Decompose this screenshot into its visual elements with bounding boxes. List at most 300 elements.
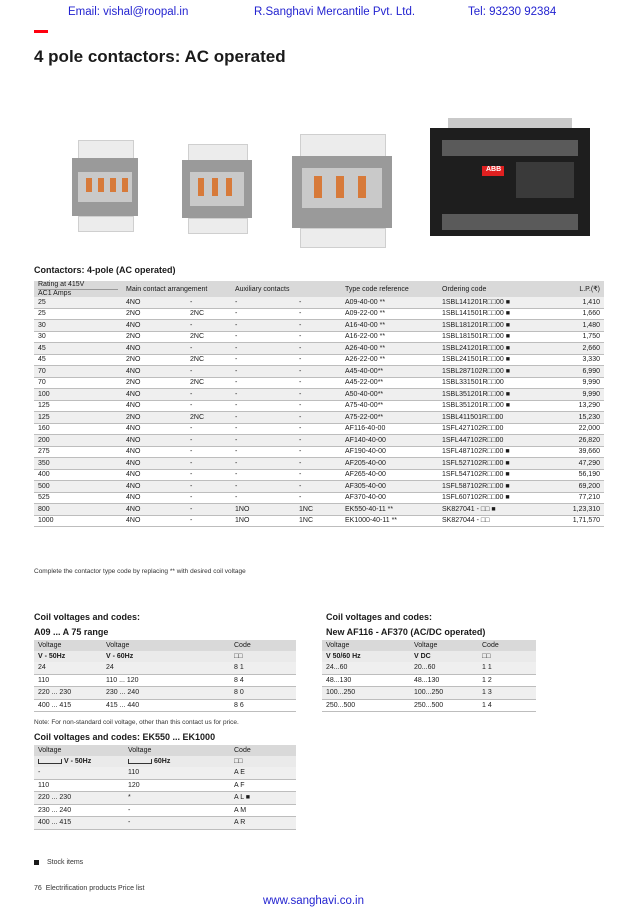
table-cell: 1,660: [546, 308, 604, 320]
table-cell: -: [231, 331, 295, 343]
col-freq-ac: V 50/60 Hz: [322, 651, 410, 662]
table-cell: -: [186, 515, 231, 527]
table-cell: 100...250: [322, 687, 410, 700]
table-cell: 160: [34, 423, 122, 435]
col-freq-60-label: 60Hz: [154, 758, 171, 765]
table-cell: EK1000-40-11 **: [341, 515, 438, 527]
table-cell: 2NC: [186, 377, 231, 389]
table-row: [34, 504, 604, 516]
table-cell: -: [186, 492, 231, 504]
table-row: [34, 674, 296, 687]
table-cell: 2NO: [122, 412, 186, 424]
table-cell: -: [231, 297, 295, 308]
table-cell: 2NC: [186, 308, 231, 320]
table-cell: -: [186, 481, 231, 493]
table-subheader-row: [322, 651, 536, 662]
table-cell: 125: [34, 412, 122, 424]
table-cell: -: [186, 320, 231, 332]
table-cell: A09-40-00 **: [341, 297, 438, 308]
footer-section: Electrification products Price list: [45, 885, 145, 892]
table-cell: -: [295, 400, 341, 412]
contactors-table-body: [34, 297, 604, 527]
table-cell: -: [295, 377, 341, 389]
table-cell: -: [186, 446, 231, 458]
table-cell: -: [186, 423, 231, 435]
table-cell: 230 ... 240: [102, 687, 230, 700]
table-cell: 1SBL241201R□□00 ■: [438, 343, 546, 355]
table-row: [34, 354, 604, 366]
table-cell: -: [186, 469, 231, 481]
table-cell: 24...60: [322, 662, 410, 674]
table-cell: 2NC: [186, 354, 231, 366]
col-main-contact: Main contact arrangement: [122, 281, 231, 297]
abb-logo: ABB: [486, 166, 502, 173]
table-cell: 2NO: [122, 377, 186, 389]
table-cell: 9,990: [546, 389, 604, 401]
table-cell: -: [295, 458, 341, 470]
col-voltage: Voltage: [410, 640, 478, 651]
table-cell: -: [231, 400, 295, 412]
table-cell: 22,000: [546, 423, 604, 435]
table-cell: -: [295, 492, 341, 504]
table-cell: SK827044 - □□: [438, 515, 546, 527]
table-cell: 1 2: [478, 674, 536, 687]
table-cell: A R: [230, 817, 296, 830]
table-cell: 1SBL287102R□□00 ■: [438, 366, 546, 378]
table-cell: AF190-40-00: [341, 446, 438, 458]
table-cell: 1SFL587102R□□00 ■: [438, 481, 546, 493]
table-cell: 220 ... 230: [34, 687, 102, 700]
col-voltage: Voltage: [102, 640, 230, 651]
table-cell: 4NO: [122, 469, 186, 481]
table-cell: -: [295, 446, 341, 458]
col-freq-dc: V DC: [410, 651, 478, 662]
table-cell: 56,190: [546, 469, 604, 481]
table-cell: 1SBL331501R□□00: [438, 377, 546, 389]
table-cell: -: [231, 366, 295, 378]
table-cell: 415 ... 440: [102, 699, 230, 712]
page-title: 4 pole contactors: AC operated: [34, 47, 286, 66]
table-cell: -: [231, 446, 295, 458]
table-cell: 1SFL487102R□□00 ■: [438, 446, 546, 458]
table-cell: 1SBL411501R□□00: [438, 412, 546, 424]
table-cell: 1SBL141201R□□00 ■: [438, 297, 546, 308]
table-cell: A09-22-00 **: [341, 308, 438, 320]
col-freq-60: V - 60Hz: [102, 651, 230, 662]
col-voltage: Voltage: [124, 745, 230, 756]
table-cell: 13,290: [546, 400, 604, 412]
table-cell: 2NO: [122, 308, 186, 320]
table-row: [322, 687, 536, 700]
table-cell: 400 ... 415: [34, 699, 102, 712]
table-cell: -: [186, 343, 231, 355]
table-row: [34, 343, 604, 355]
table-cell: 1 3: [478, 687, 536, 700]
table-cell: 1SBL351201R□□00 ■: [438, 400, 546, 412]
table-header-row: [34, 281, 604, 297]
table-cell: 250...500: [410, 699, 478, 712]
table-row: [34, 792, 296, 805]
coil-c-table-body: [34, 767, 296, 829]
table-cell: 2NC: [186, 331, 231, 343]
table-row: [34, 377, 604, 389]
table-header-row: [34, 745, 296, 756]
table-cell: 3,330: [546, 354, 604, 366]
table-cell: 4NO: [122, 446, 186, 458]
table-cell: 69,200: [546, 481, 604, 493]
table-cell: -: [186, 366, 231, 378]
table-row: [34, 687, 296, 700]
table-cell: -: [295, 412, 341, 424]
table-cell: A16-22-00 **: [341, 331, 438, 343]
table-cell: A L ■: [230, 792, 296, 805]
table-cell: 30: [34, 331, 122, 343]
table-row: [34, 446, 604, 458]
table-cell: -: [231, 412, 295, 424]
table-cell: -: [295, 320, 341, 332]
table-cell: 30: [34, 320, 122, 332]
table-row: [34, 297, 604, 308]
table-cell: 400: [34, 469, 122, 481]
col-rating-line1: Rating at 415V: [38, 281, 85, 288]
table-cell: AF265-40-00: [341, 469, 438, 481]
table-cell: -: [295, 423, 341, 435]
header-company: R.Sanghavi Mercantile Pvt. Ltd.: [254, 6, 416, 18]
stock-legend-label: Stock items: [47, 859, 84, 866]
header-email: Email: vishal@roopal.in: [68, 6, 189, 18]
table-cell: 1SBL351201R□□00 ■: [438, 389, 546, 401]
table-cell: A75-22-00**: [341, 412, 438, 424]
table-row: [34, 817, 296, 830]
table-cell: 125: [34, 400, 122, 412]
table-row: [34, 366, 604, 378]
table-cell: -: [295, 297, 341, 308]
table-cell: -: [295, 389, 341, 401]
table-cell: -: [231, 458, 295, 470]
table-cell: A50-40-00**: [341, 389, 438, 401]
table-cell: 4NO: [122, 343, 186, 355]
product-image-a26: [182, 144, 252, 232]
table-cell: 25: [34, 308, 122, 320]
table-cell: -: [186, 435, 231, 447]
col-freq-50: V - 50Hz: [34, 651, 102, 662]
coil-a-table: [34, 640, 296, 712]
col-ordering: Ordering code: [438, 281, 546, 297]
table-cell: EK550-40-11 **: [341, 504, 438, 516]
table-row: [34, 699, 296, 712]
table-cell: 110: [34, 674, 102, 687]
table-cell: 48...130: [410, 674, 478, 687]
page-number: 76: [34, 885, 42, 892]
main-note: Complete the contactor type code by replacing ** with desired coil voltage: [34, 568, 246, 575]
coil-c-title: Coil voltages and codes: EK550 ... EK1000: [34, 732, 216, 742]
table-row: [322, 674, 536, 687]
table-cell: 26,820: [546, 435, 604, 447]
col-lp: L.P.(₹): [546, 281, 604, 297]
table-cell: 110: [34, 779, 124, 792]
coil-a-note: Note: For non-standard coil voltage, other than this contact us for price.: [34, 719, 239, 726]
table-cell: 8 0: [230, 687, 296, 700]
coil-a-title1: Coil voltages and codes:: [34, 612, 141, 622]
table-cell: AF116-40-00: [341, 423, 438, 435]
table-cell: -: [124, 817, 230, 830]
table-cell: 1SBL241501R□□00 ■: [438, 354, 546, 366]
table-cell: AF140-40-00: [341, 435, 438, 447]
table-cell: 15,230: [546, 412, 604, 424]
table-cell: 1SBL141501R□□00 ■: [438, 308, 546, 320]
table-cell: -: [295, 481, 341, 493]
table-cell: AF370-40-00: [341, 492, 438, 504]
table-cell: 6,990: [546, 366, 604, 378]
table-cell: -: [231, 389, 295, 401]
table-cell: 110 ... 120: [102, 674, 230, 687]
table-row: [34, 469, 604, 481]
table-cell: -: [186, 400, 231, 412]
table-cell: 1SFL607102R□□00 ■: [438, 492, 546, 504]
table-header-row: [322, 640, 536, 651]
table-cell: 1SFL427102R□□00: [438, 423, 546, 435]
table-cell: A16-40-00 **: [341, 320, 438, 332]
table-cell: 350: [34, 458, 122, 470]
table-cell: 9,990: [546, 377, 604, 389]
table-cell: 45: [34, 354, 122, 366]
col-aux: Auxiliary contacts: [231, 281, 341, 297]
table-cell: 70: [34, 366, 122, 378]
table-cell: -: [231, 343, 295, 355]
table-cell: -: [186, 389, 231, 401]
coil-c-table: [34, 745, 296, 830]
table-cell: 1SFL547102R□□00 ■: [438, 469, 546, 481]
table-cell: 4NO: [122, 435, 186, 447]
table-cell: A M: [230, 804, 296, 817]
product-image-a75: [292, 134, 392, 246]
table-row: [322, 699, 536, 712]
table-cell: 400 ... 415: [34, 817, 124, 830]
table-cell: -: [231, 481, 295, 493]
table-cell: A75-40-00**: [341, 400, 438, 412]
table-row: [34, 767, 296, 779]
contactors-table: [34, 281, 604, 527]
stock-square-icon: [34, 860, 39, 865]
table-cell: 1SFL527102R□□00 ■: [438, 458, 546, 470]
table-cell: 2NO: [122, 354, 186, 366]
col-code: Code: [478, 640, 536, 651]
table-cell: 250...500: [322, 699, 410, 712]
table-cell: -: [186, 458, 231, 470]
table-cell: 77,210: [546, 492, 604, 504]
col-freq-50: [34, 756, 124, 767]
table-cell: SK827041 - □□ ■: [438, 504, 546, 516]
table-cell: 1,71,570: [546, 515, 604, 527]
table-row: [34, 331, 604, 343]
col-rating-line2: AC1 Amps: [38, 289, 118, 297]
col-voltage: Voltage: [322, 640, 410, 651]
table-cell: 47,290: [546, 458, 604, 470]
table-cell: 2NO: [122, 331, 186, 343]
table-cell: 1,23,310: [546, 504, 604, 516]
table-row: [34, 481, 604, 493]
table-cell: 4NO: [122, 389, 186, 401]
col-rating: [34, 281, 122, 297]
table-cell: 39,660: [546, 446, 604, 458]
table-row: [322, 662, 536, 674]
table-row: [34, 423, 604, 435]
coil-a-title2: A09 ... A 75 range: [34, 627, 109, 637]
table-cell: -: [34, 767, 124, 779]
table-row: [34, 320, 604, 332]
table-cell: AF205-40-00: [341, 458, 438, 470]
table-row: [34, 779, 296, 792]
table-cell: 1NC: [295, 504, 341, 516]
col-code: Code: [230, 640, 296, 651]
table-cell: 275: [34, 446, 122, 458]
table-cell: -: [295, 435, 341, 447]
table-cell: 1SBL181501R□□00 ■: [438, 331, 546, 343]
coil-a-table-body: [34, 662, 296, 712]
table-cell: 800: [34, 504, 122, 516]
table-cell: AF305-40-00: [341, 481, 438, 493]
coil-b-title2: New AF116 - AF370 (AC/DC operated): [326, 627, 486, 637]
table-cell: 4NO: [122, 458, 186, 470]
table-subheader-row: [34, 756, 296, 767]
table-cell: 100...250: [410, 687, 478, 700]
table-cell: A45-22-00**: [341, 377, 438, 389]
table-cell: 230 ... 240: [34, 804, 124, 817]
table-cell: 1SBL181201R□□00 ■: [438, 320, 546, 332]
table-cell: 4NO: [122, 481, 186, 493]
table-cell: 4NO: [122, 320, 186, 332]
product-photos: [0, 118, 638, 258]
col-code: Code: [230, 745, 296, 756]
table-cell: 45: [34, 343, 122, 355]
table-cell: -: [231, 435, 295, 447]
table-row: [34, 492, 604, 504]
table-cell: 525: [34, 492, 122, 504]
blank-box-icon: [38, 759, 62, 764]
table-cell: 1,750: [546, 331, 604, 343]
col-type: Type code reference: [341, 281, 438, 297]
table-cell: 24: [34, 662, 102, 674]
table-cell: -: [295, 354, 341, 366]
table-cell: -: [295, 366, 341, 378]
table-cell: -: [231, 377, 295, 389]
table-cell: 4NO: [122, 400, 186, 412]
col-code-placeholder: □□: [478, 651, 536, 662]
table-cell: -: [231, 354, 295, 366]
table-cell: 1000: [34, 515, 122, 527]
table-row: [34, 389, 604, 401]
table-header-row: [34, 640, 296, 651]
table-cell: -: [186, 297, 231, 308]
table-cell: -: [231, 308, 295, 320]
table-subheader-row: [34, 651, 296, 662]
table-cell: 8 6: [230, 699, 296, 712]
table-cell: -: [186, 504, 231, 516]
table-cell: 4NO: [122, 423, 186, 435]
table-cell: 1,410: [546, 297, 604, 308]
table-cell: 1 1: [478, 662, 536, 674]
table-cell: A26-40-00 **: [341, 343, 438, 355]
table-cell: 1 4: [478, 699, 536, 712]
table-cell: 120: [124, 779, 230, 792]
coil-b-table-body: [322, 662, 536, 712]
table-cell: -: [124, 804, 230, 817]
table-cell: A26-22-00 **: [341, 354, 438, 366]
table-cell: 1SFL447102R□□00: [438, 435, 546, 447]
table-cell: 70: [34, 377, 122, 389]
main-section-title: Contactors: 4-pole (AC operated): [34, 265, 176, 275]
table-cell: -: [295, 331, 341, 343]
table-cell: A E: [230, 767, 296, 779]
table-cell: 110: [124, 767, 230, 779]
table-row: [34, 515, 604, 527]
table-cell: 4NO: [122, 492, 186, 504]
col-freq-50-label: V - 50Hz: [64, 758, 92, 765]
col-code-placeholder: □□: [230, 651, 296, 662]
table-cell: -: [231, 469, 295, 481]
table-cell: -: [295, 308, 341, 320]
table-cell: -: [295, 343, 341, 355]
table-cell: 48...130: [322, 674, 410, 687]
table-cell: A F: [230, 779, 296, 792]
table-cell: -: [231, 320, 295, 332]
col-code-placeholder: □□: [230, 756, 296, 767]
page-footer: [34, 885, 145, 892]
table-cell: 2,660: [546, 343, 604, 355]
table-cell: 4NO: [122, 297, 186, 308]
table-cell: 4NO: [122, 366, 186, 378]
table-cell: 4NO: [122, 515, 186, 527]
table-cell: 8 1: [230, 662, 296, 674]
table-cell: 2NC: [186, 412, 231, 424]
table-cell: 200: [34, 435, 122, 447]
col-voltage: Voltage: [34, 640, 102, 651]
col-voltage: Voltage: [34, 745, 124, 756]
table-cell: 8 4: [230, 674, 296, 687]
table-cell: 1NO: [231, 515, 295, 527]
table-cell: 25: [34, 297, 122, 308]
table-cell: 1NO: [231, 504, 295, 516]
col-freq-60: [124, 756, 230, 767]
table-row: [34, 412, 604, 424]
table-cell: -: [295, 469, 341, 481]
table-cell: 24: [102, 662, 230, 674]
table-row: [34, 458, 604, 470]
website-link[interactable]: www.sanghavi.co.in: [263, 895, 364, 907]
accent-bar: [34, 30, 48, 33]
table-cell: 500: [34, 481, 122, 493]
table-cell: *: [124, 792, 230, 805]
table-cell: -: [231, 423, 295, 435]
table-row: [34, 662, 296, 674]
table-cell: 1NC: [295, 515, 341, 527]
table-cell: 100: [34, 389, 122, 401]
table-cell: 220 ... 230: [34, 792, 124, 805]
header-tel: Tel: 93230 92384: [468, 6, 557, 18]
table-row: [34, 435, 604, 447]
table-cell: 1,480: [546, 320, 604, 332]
product-image-af370: [430, 118, 590, 246]
table-cell: 20...60: [410, 662, 478, 674]
stock-legend: [34, 859, 83, 866]
blank-box-icon: [128, 759, 152, 764]
table-cell: 4NO: [122, 504, 186, 516]
product-image-a09: [72, 140, 138, 230]
table-row: [34, 308, 604, 320]
table-row: [34, 804, 296, 817]
table-row: [34, 400, 604, 412]
coil-b-table: [322, 640, 536, 712]
